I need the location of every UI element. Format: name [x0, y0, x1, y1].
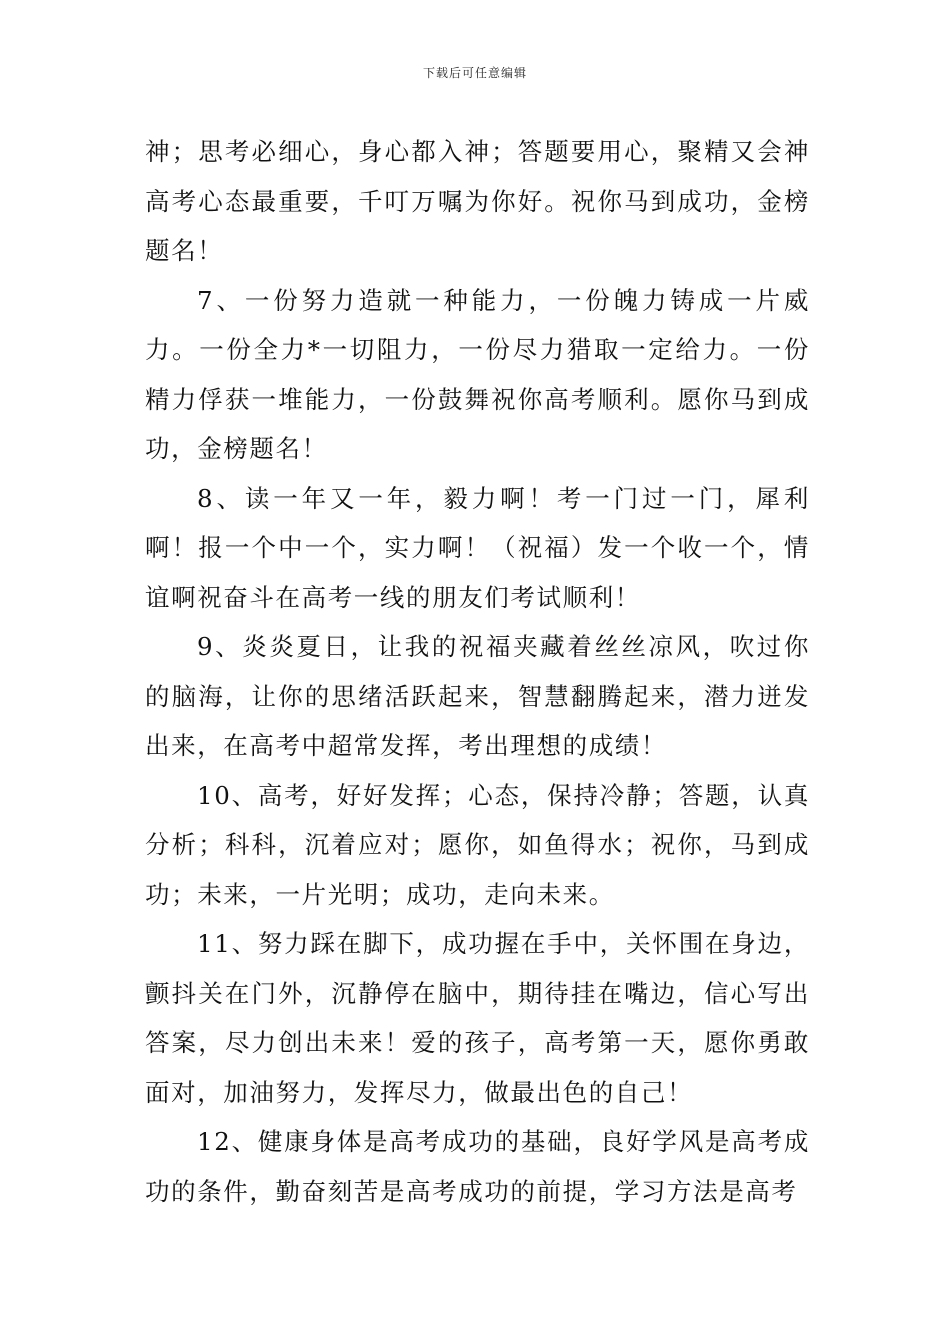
paragraph-item-7: 7、一份努力造就一种能力，一份魄力铸成一片威力。一份全力*一切阻力，一份尽力猎取一定给力。一份精力俘获一堆能力，一份鼓舞祝你高考顺利。愿你马到成功，金榜题名！: [145, 285, 810, 463]
paragraph-item-12: 12、健康身体是高考成功的基础，良好学风是高考成功的条件，勤奋刻苦是高考成功的前提，学习方法是高考: [145, 1127, 810, 1206]
paragraph-item-8: 8、读一年又一年，毅力啊！考一门过一门，犀利啊！报一个中一个，实力啊！（祝福）发一个收一个，情谊啊祝奋斗在高考一线的朋友们考试顺利！: [145, 483, 810, 612]
paragraph-item-10: 10、高考，好好发挥；心态，保持冷静；答题，认真分析；科科，沉着应对；愿你，如鱼得水；祝你，马到成功；未来，一片光明；成功，走向未来。: [145, 780, 810, 909]
page-header: 下载后可任意编辑: [422, 66, 527, 80]
document-body: [145, 127, 810, 1216]
paragraph-item-9: 9、炎炎夏日，让我的祝福夹藏着丝丝凉风，吹过你的脑海，让你的思绪活跃起来，智慧翻腾起来，潜力迸发出来，在高考中超常发挥，考出理想的成绩！: [145, 632, 810, 760]
paragraph-continuation: 神；思考必细心，身心都入神；答题要用心，聚精又会神高考心态最重要，千叮万嘱为你好。祝你马到成功，金榜题名！: [145, 137, 810, 265]
paragraph-item-11: 11、努力踩在脚下，成功握在手中，关怀围在身边，颤抖关在门外，沉静停在脑中，期待挂在嘴边，信心写出答案，尽力创出未来！爱的孩子，高考第一天，愿你勇敢面对，加油努力，发挥尽力，做最出色的自己！: [145, 929, 810, 1107]
